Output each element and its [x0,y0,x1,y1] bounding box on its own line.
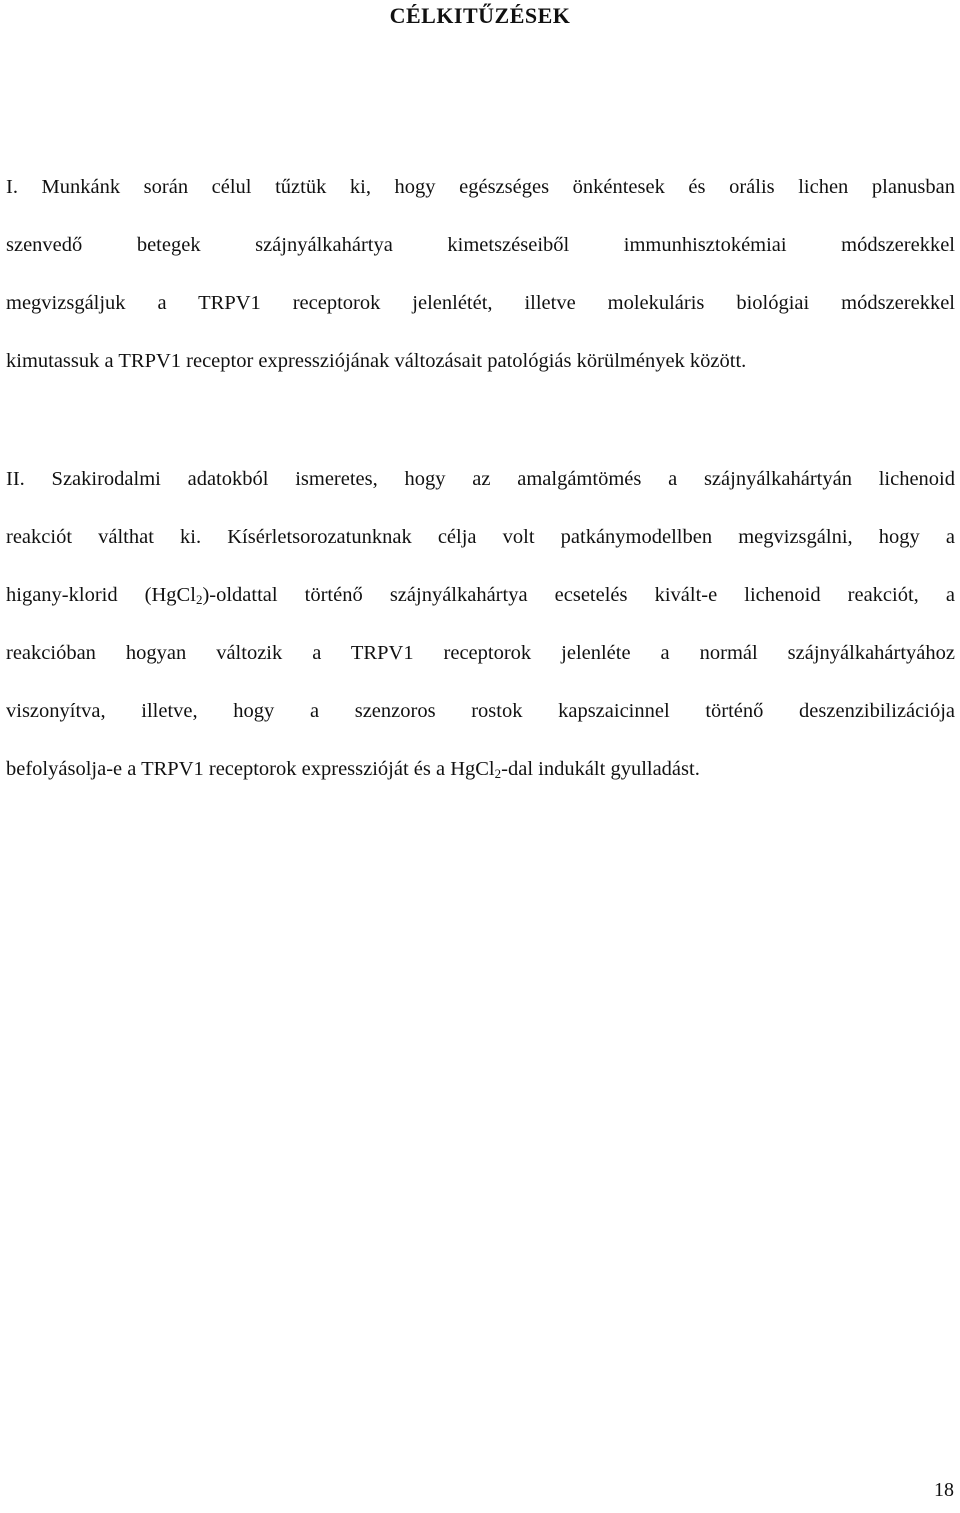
paragraph-line [6,566,955,624]
paragraph-line: szenvedő betegek szájnyálkahártya kimetszéseiből immunhisztokémiai módszerekkel [6,234,955,256]
paragraph-line: II. Szakirodalmi adatokból ismeretes, hogy az amalgámtömés a szájnyálkahártyán lichenoid [6,468,955,490]
paragraph-line [6,740,955,798]
paragraph-line: viszonyítva, illetve, hogy a szenzoros rostok kapszaicinnel történő deszenzibilizációja [6,700,955,722]
paragraph-objective-1 [6,158,955,390]
paragraph-line: reakcióban hogyan változik a TRPV1 receptorok jelenléte a normál szájnyálkahártyához [6,642,955,664]
page-title: CÉLKITŰZÉSEK [389,3,571,28]
subscript: 2 [195,592,203,607]
text-segment: befolyásolja-e a TRPV1 receptorok expresszióját és a HgCl [6,758,495,780]
text-segment: )-oldattal történő szájnyálkahártya ecsetelés kivált-e lichenoid reakciót, a [202,584,955,606]
paragraph-line: kimutassuk a TRPV1 receptor expressziójának változásait patológiás körülmények között. [6,350,747,372]
text-segment: -dal indukált gyulladást. [501,758,700,780]
paragraph-objective-2 [6,450,955,798]
page-number: 18 [934,1479,954,1501]
paragraph-line: I. Munkánk során célul tűztük ki, hogy egészséges önkéntesek és orális lichen planusban [6,176,955,198]
paragraph-line: reakciót válthat ki. Kísérletsorozatunknak célja volt patkánymodellben megvizsgálni, hogy a [6,526,955,548]
paragraph-line: megvizsgáljuk a TRPV1 receptorok jelenlétét, illetve molekuláris biológiai módszerekkel [6,292,955,314]
text-segment: higany-klorid (HgCl [6,584,196,606]
subscript: 2 [494,766,502,781]
